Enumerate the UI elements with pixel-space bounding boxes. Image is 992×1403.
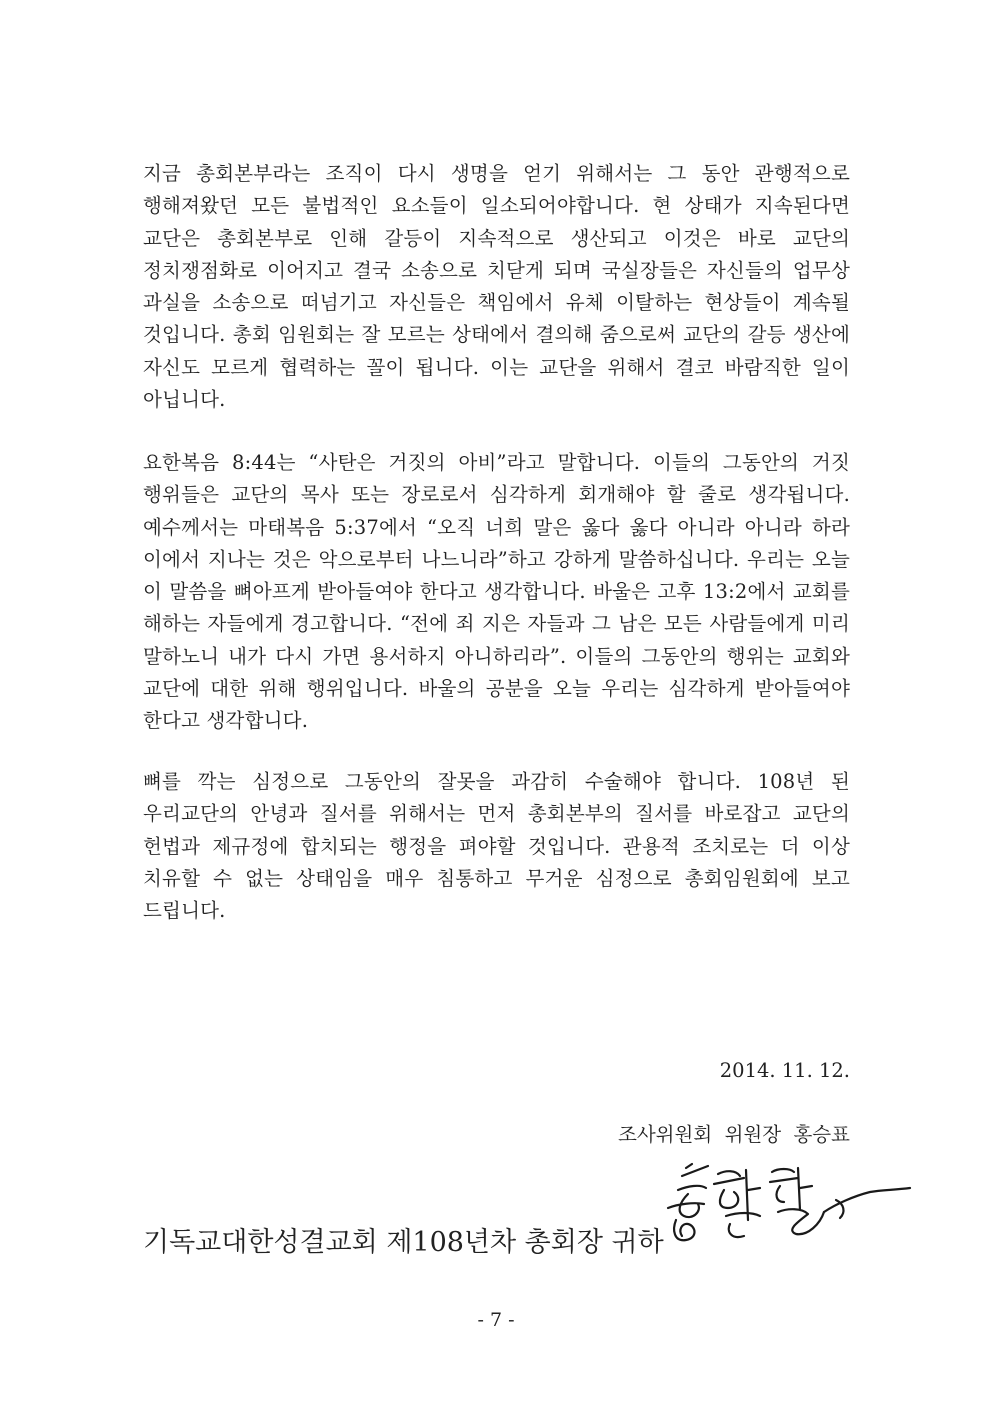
body-paragraph-3: 뼈를 깍는 심정으로 그동안의 잘못을 과감히 수술해야 합니다. 108년 된 우리교단의 안녕과 질서를 위해서는 먼저 총회본부의 질서를 바로잡고 교단의 헌법과 제규정에 합치되는 행정을 펴야할 것입니다. 관용적 조치로는 더 이상 치유할 수 없는 상태임을 매우 침통하고 무거운 심정으로 총회임원회에 보고 드립니다. bbox=[143, 770, 850, 923]
addressee-line: 기독교대한성결교회 제108년차 총회장 귀하 bbox=[143, 1227, 664, 1258]
page-number: - 7 - bbox=[477, 1309, 515, 1331]
body-paragraph-1: 지금 총회본부라는 조직이 다시 생명을 얻기 위해서는 그 동안 관행적으로 행해져왔던 모든 불법적인 요소들이 일소되어야합니다. 현 상태가 지속된다면 교단은 총회본부로 인해 갈등이 지속적으로 생산되고 이것은 바로 교단의 정치쟁점화로 이어지고 결국 소송으로 치닫게 되며 국실장들은 자신들의 업무상 과실을 소송으로 떠넘기고 자신들은 책임에서 유체 이탈하는 현상들이 계속될 것입니다. 총회 임원회는 잘 모르는 상태에서 결의해 줌으로써 교단의 갈등 생산에 자신도 모르게 협력하는 꼴이 됩니다. 이는 교단을 위해서 결코 바람직한 일이 아닙니다. bbox=[143, 162, 850, 412]
body-paragraph-2: 요한복음 8:44는 “사탄은 거짓의 아비”라고 말합니다. 이들의 그동안의 거짓 행위들은 교단의 목사 또는 장로로서 심각하게 회개해야 할 줄로 생각됩니다. 예수께서는 마태복음 5:37에서 “오직 너희 말은 옳다 옳다 아니라 아니라 하라 이에서 지나는 것은 악으로부터 나느니라”하고 강하게 말씀하십니다. 우리는 오늘 이 말씀을 뼈아프게 받아들여야 한다고 생각합니다. 바울은 고후 13:2에서 교회를 해하는 자들에게 경고합니다. “전에 죄 지은 자들과 그 남은 모든 사람들에게 미리 말하노니 내가 다시 가면 용서하지 아니하리라”. 이들의 그동안의 행위는 교회와 교단에 대한 위해 행위입니다. 바울의 공분을 오늘 우리는 심각하게 받아들여야 한다고 생각합니다. bbox=[143, 451, 850, 733]
document-date: 2014. 11. 12. bbox=[719, 1059, 850, 1082]
signer-line: 조사위원회 위원장 홍승표 bbox=[617, 1123, 850, 1146]
handwritten-signature bbox=[648, 1150, 920, 1262]
